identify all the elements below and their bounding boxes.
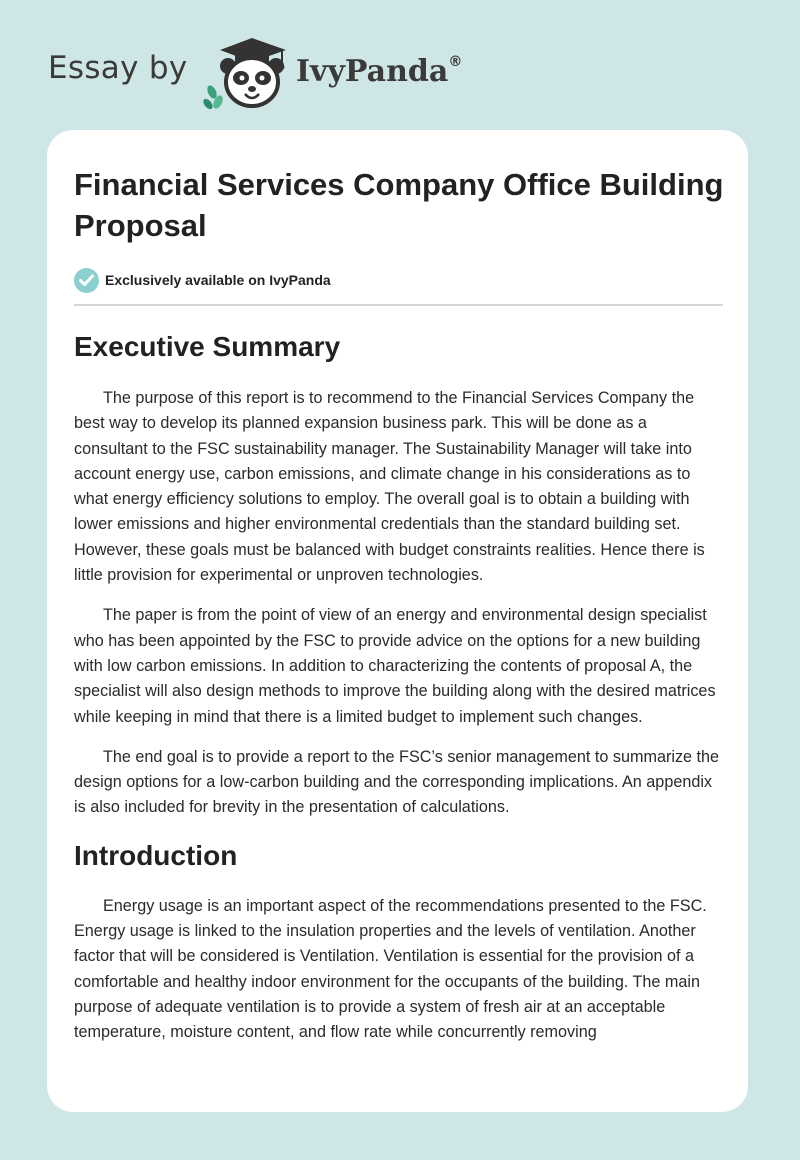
exclusive-badge [74, 267, 724, 293]
paragraph: The purpose of this report is to recommend to the Financial Services Company the best way to develop its planned expansion business park. This will be done as a consultant to the FSC sustainability manager. The Sustainability Manager will take into account energy use, carbon emissions, and climate change in his considerations as to what energy efficiency solutions to employ. The overall goal is to obtain a building with lower emissions and higher environmental credentials than the standard building set. However, these goals must be balanced with budget constraints realities. Hence there is little provision for experimental or unproven technologies. [74, 389, 705, 585]
site-header [0, 0, 800, 120]
checkmark-icon [74, 268, 99, 293]
essay-by-label: Essay by [48, 50, 188, 86]
registered-mark: ® [448, 54, 463, 70]
paragraph: The paper is from the point of view of an energy and environmental design specialist who has been appointed by the FSC to provide advice on the options for a new building with low carbon emissions. In addition to characterizing the contents of proposal A, the specialist will also design methods to improve the building along with the desired matrices while keeping in mind that there is a limited budget to implement such changes. [74, 606, 716, 726]
exclusive-label: Exclusively available on IvyPanda [105, 272, 331, 288]
section-heading-introduction: Introduction [74, 839, 238, 871]
brand-name[interactable]: IvyPanda® [296, 54, 463, 89]
page-title: Financial Services Company Office Building Proposal [74, 167, 724, 243]
panda-logo-icon [202, 36, 294, 110]
essay-card [47, 130, 748, 1112]
paragraph: The end goal is to provide a report to the FSC’s senior management to summarize the design options for a low-carbon building and the corresponding implications. An appendix is also included for brevity in the presentation of calculations. [74, 747, 720, 817]
paragraph: Energy usage is an important aspect of the recommendations presented to the FSC. Energy usage is linked to the insulation properties and the levels of ventilation. Another factor that will be considered is Ventilation. Ventilation is essential for the provision of a comfortable and healthy indoor environment for the occupants of the building. The main purpose of adequate ventilation is to provide a system of fresh air at an acceptable temperature, moisture content, and flow rate while concurrently removing [74, 896, 707, 1042]
title-divider [74, 304, 723, 306]
essay-content [74, 164, 724, 1046]
section-heading-executive-summary: Executive Summary [74, 331, 341, 362]
